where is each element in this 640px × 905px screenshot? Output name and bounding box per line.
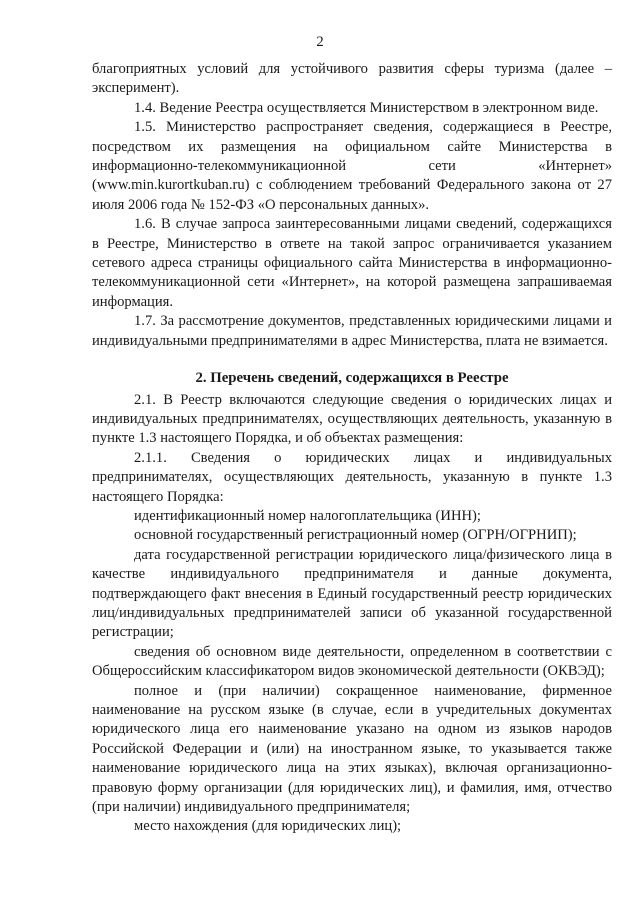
section-2-heading: 2. Перечень сведений, содержащихся в Реестре [195, 370, 509, 387]
paragraph-1-7: 1.7. За рассмотрение документов, представленных юридическими лицами и индивидуальными предпринимателями в адрес Министерства, плата не взимается. [92, 313, 612, 349]
list-item-registration-date: дата государственной регистрации юридического лица/физического лица в качестве индивидуального предпринимателя и данные документа, подтверждающего факт внесения в Единый государственный реестр юридических лиц/индивидуальных предпринимателей записи об указанной государственной регистрации; [92, 546, 612, 641]
list-item-okved: сведения об основном виде деятельности, определенном в соответствии с Общероссийским классификатором видов экономической деятельности (ОКВЭД); [92, 643, 612, 680]
list-item-full-name: полное и (при наличии) сокращенное наименование, фирменное наименование на русском языке (в случае, если в учредительных документах юридического лица его наименование указано на одном из языков народов Российской Федерации и (или) на иностранном языке, то указывается также наименование юридического лица на этих языках), включая организационно-правовую форму организации (для юридических лиц), и фамилия, имя, отчество (при наличии) индивидуального предпринимателя; [92, 682, 612, 816]
paragraph-2-1: 2.1. В Реестр включаются следующие сведения о юридических лицах и индивидуальных предпринимателях, осуществляющих деятельность, указанную в пункте 1.3 настоящего Порядка, и об объектах размещения: [92, 391, 612, 447]
paragraph-continuation: благоприятных условий для устойчивого развития сферы туризма (далее – эксперимент). [92, 61, 612, 97]
paragraph-2-1-1: 2.1.1. Сведения о юридических лицах и индивидуальных предпринимателях, осуществляющих деятельность, указанную в пункте 1.3 настоящего Порядка: [92, 449, 612, 505]
paragraph-1-4: 1.4. Ведение Реестра осуществляется Министерством в электронном виде. [134, 99, 599, 116]
list-item-inn: идентификационный номер налогоплательщика (ИНН); [134, 507, 481, 524]
list-item-location: место нахождения (для юридических лиц); [134, 818, 402, 835]
paragraph-1-5: 1.5. Министерство распространяет сведения, содержащиеся в Реестре, посредством их размещения на официальном сайте Министерства в информационно-телекоммуникационной сети «Интернет» (www.min.kurortkuban.ru) с соблюдением требований Федерального закона от 27 июля 2006 года № 152-ФЗ «О персональных данных». [92, 119, 612, 213]
paragraph-1-6: 1.6. В случае запроса заинтересованными лицами сведений, содержащихся в Реестре, Министерство в ответе на такой запрос ограничивается указанием сетевого адреса страницы официального сайта Министерства в информационно-телекоммуникационной сети «Интернет», на которой размещена запрашиваемая информация. [92, 216, 612, 310]
page-number: 2 [316, 34, 324, 50]
document-body [92, 60, 612, 837]
list-item-ogrn: основной государственный регистрационный номер (ОГРН/ОГРНИП); [134, 527, 577, 544]
